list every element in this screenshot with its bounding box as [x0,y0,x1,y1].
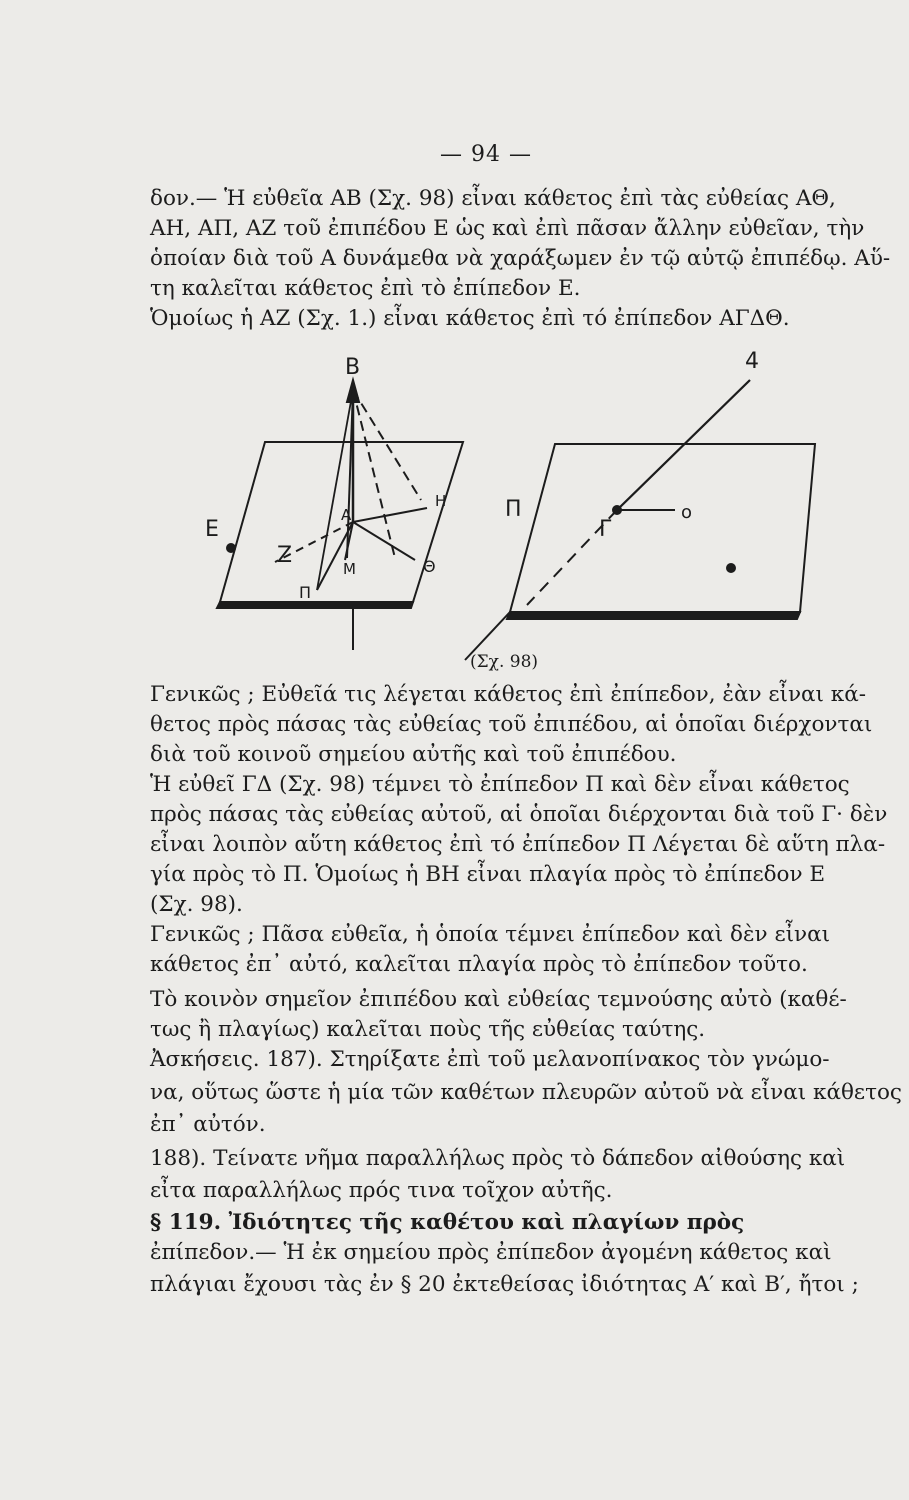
text-line: ἐπίπεδον.— Ἡ ἐκ σημείου πρὸς ἐπίπεδον ἀγομένη κάθετος καὶ [150,1240,832,1265]
label-d: 4 [745,350,759,374]
label-m: M [343,560,356,578]
text-line: Γενικῶς ; Πᾶσα εὐθεῖα, ἡ ὁποία τέμνει ἐπίπεδον καὶ δὲν εἶναι [150,922,831,947]
text-line: τη καλεῖται κάθετος ἐπὶ τὸ ἐπίπεδον Ε. [150,276,581,301]
section-heading: § 119. Ἰδιότητες τῆς καθέτου καὶ πλαγίων πρὸς [150,1210,745,1235]
label-h: H [435,492,447,510]
point-pi [727,564,735,572]
text-line: ὁποίαν διὰ τοῦ Α δυνάμεθα νὰ χαράξωμεν ἐν τῷ αὐτῷ ἐπιπέδῳ. Αὕ- [150,246,891,271]
plane-pi-outline [510,444,815,612]
text-line: Ἡ εὐθεῖ ΓΔ (Σχ. 98) τέμνει τὸ ἐπίπεδον Π καὶ δὲν εἶναι κάθετος [150,772,850,797]
text-line: τως ἢ πλαγίως) καλεῖται ποὺς τῆς εὐθείας ταύτης. [150,1017,706,1042]
label-g: Γ [599,517,612,542]
label-b: B [345,355,361,380]
page-number: — 94 — [440,142,532,167]
text-line: 188). Τείνατε νῆμα παραλλήλως πρὸς τὸ δάπεδον αἰθούσης καὶ [150,1146,846,1171]
point-g [613,506,621,514]
line-ath [353,522,415,560]
label-p: Π [299,583,312,602]
text-line: θετος πρὸς πάσας τὰς εὐθείας τοῦ ἐπιπέδου, αἱ ὁποῖαι διέρχονται [150,712,873,737]
text-line: Ὁμοίως ἡ ΑΖ (Σχ. 1.) εἶναι κάθετος ἐπὶ τό ἐπίπεδον ΑΓΔΘ. [150,306,790,331]
label-pi: Π [505,497,522,522]
text-line: (Σχ. 98). [150,892,243,917]
label-e: E [205,517,219,542]
point-e [227,544,235,552]
line-bth [353,390,395,558]
text-line: κάθετος ἐπ᾽ αὐτό, καλεῖται πλαγία πρὸς τὸ ἐπίπεδον τοῦτο. [150,952,808,977]
text-line: Γενικῶς ; Εὐθεῖά τις λέγεται κάθετος ἐπὶ ἐπίπεδον, ἐὰν εἶναι κά- [150,682,867,707]
text-line: ΑΗ, ΑΠ, ΑΖ τοῦ ἐπιπέδου Ε ὡς καὶ ἐπὶ πᾶσαν ἄλλην εὐθεῖαν, τὴν [150,216,865,241]
text-line: ἐπ᾽ αὐτόν. [150,1112,266,1137]
label-z: Z [277,543,293,568]
text-line: εἶτα παραλλήλως πρός τινα τοῖχον αὐτῆς. [150,1178,613,1203]
text-line: να, οὕτως ὥστε ἡ μία τῶν καθέτων πλευρῶν αὐτοῦ νὰ εἶναι κάθετος [150,1080,902,1105]
plane-pi-edge [507,612,800,619]
line-bh [353,390,421,500]
line-ah [353,508,427,522]
figure-caption: (Σχ. 98) [470,652,539,672]
text-line: διὰ τοῦ κοινοῦ σημείου αὐτῆς καὶ τοῦ ἐπιπέδου. [150,742,677,767]
text-line: δον.— Ἡ εὐθεῖα ΑΒ (Σχ. 98) εἶναι κάθετος ἐπὶ τὰς εὐθείας ΑΘ, [150,186,836,211]
label-o: o [681,502,693,523]
label-theta: Θ [423,557,436,576]
text-line: πρὸς πάσας τὰς εὐθείας αὐτοῦ, αἱ ὁποῖαι διέρχονται διὰ τοῦ Γ· δὲν [150,802,888,827]
label-a: A [341,506,352,524]
text-line: εἶναι λοιπὸν αὕτη κάθετος ἐπὶ τό ἐπίπεδον Π Λέγεται δὲ αὕτη πλα- [150,832,886,857]
text-line: Τὸ κοινὸν σημεῖον ἐπιπέδου καὶ εὐθείας τεμνούσης αὐτὸ (καθέ- [150,987,847,1012]
text-line: πλάγιαι ἔχουσι τὰς ἐν § 20 ἐκτεθείσας ἰδιότητας Α′ καὶ Β′, ἤτοι ; [150,1272,859,1297]
text-line: Ἀσκήσεις. 187). Στηρίξατε ἐπὶ τοῦ μελανοπίνακος τὸν γνώμο- [150,1047,830,1072]
text-line: γία πρὸς τὸ Π. Ὁμοίως ἡ ΒΗ εἶναι πλαγία πρὸς τὸ ἐπίπεδον Ε [150,862,826,887]
plane-e-edge [217,602,413,608]
figure-98 [195,350,885,680]
